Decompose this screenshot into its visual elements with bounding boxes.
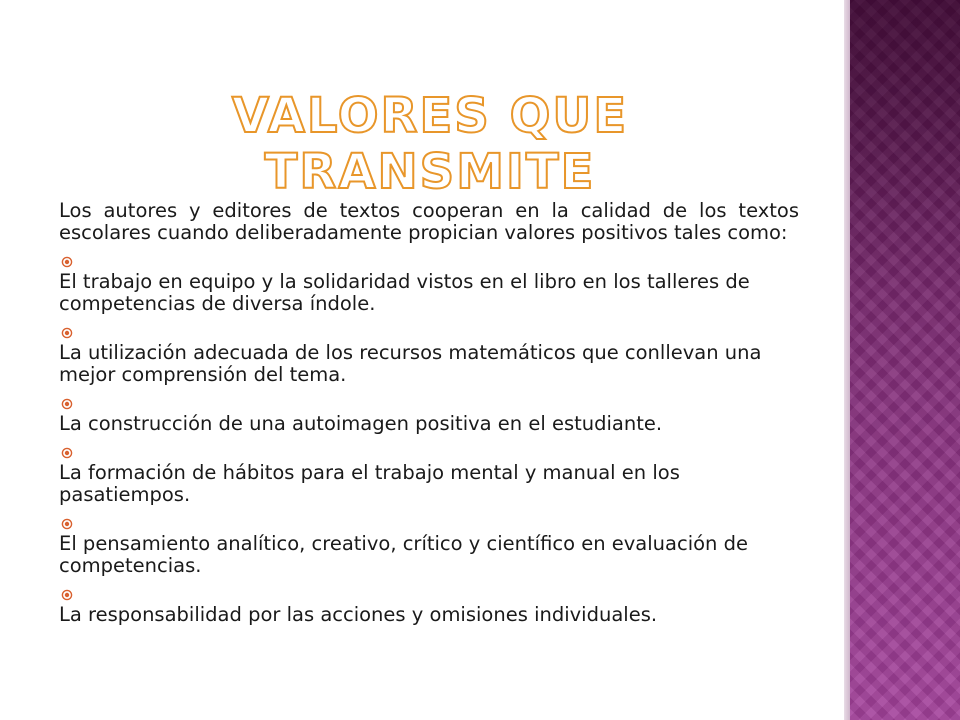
list-item-text: El pensamiento analítico, creativo, crítico y científico en evaluación de competencias. bbox=[59, 532, 748, 577]
list-item bbox=[59, 256, 799, 315]
intro-paragraph: Los autores y editores de textos cooperan en la calidad de los textos escolares cuando deliberadamente propician valores positivos tales como: bbox=[59, 199, 799, 244]
list-item bbox=[59, 398, 799, 435]
list-item bbox=[59, 327, 799, 386]
list-item-text: El trabajo en equipo y la solidaridad vistos en el libro en los talleres de competencias de diversa índole. bbox=[59, 270, 750, 315]
list-item-text: La construcción de una autoimagen positiva en el estudiante. bbox=[59, 412, 663, 435]
circle-dot-icon bbox=[61, 256, 73, 268]
list-item-text: La formación de hábitos para el trabajo mental y manual en los pasatiempos. bbox=[59, 461, 680, 506]
circle-dot-icon bbox=[61, 589, 73, 601]
list-item bbox=[59, 447, 799, 506]
list-item bbox=[59, 518, 799, 577]
circle-dot-icon bbox=[61, 398, 73, 410]
list-item-text: La utilización adecuada de los recursos matemáticos que conllevan una mejor comprensión del tema. bbox=[59, 341, 762, 386]
circle-dot-icon bbox=[61, 447, 73, 459]
decorative-side-panel bbox=[850, 0, 960, 720]
list-item bbox=[59, 589, 799, 626]
slide-body bbox=[59, 200, 799, 638]
circle-dot-icon bbox=[61, 327, 73, 339]
circle-dot-icon bbox=[61, 518, 73, 530]
list-item-text: La responsabilidad por las acciones y omisiones individuales. bbox=[59, 603, 658, 626]
slide-title: VALORES QUE TRANSMITE bbox=[231, 88, 629, 200]
